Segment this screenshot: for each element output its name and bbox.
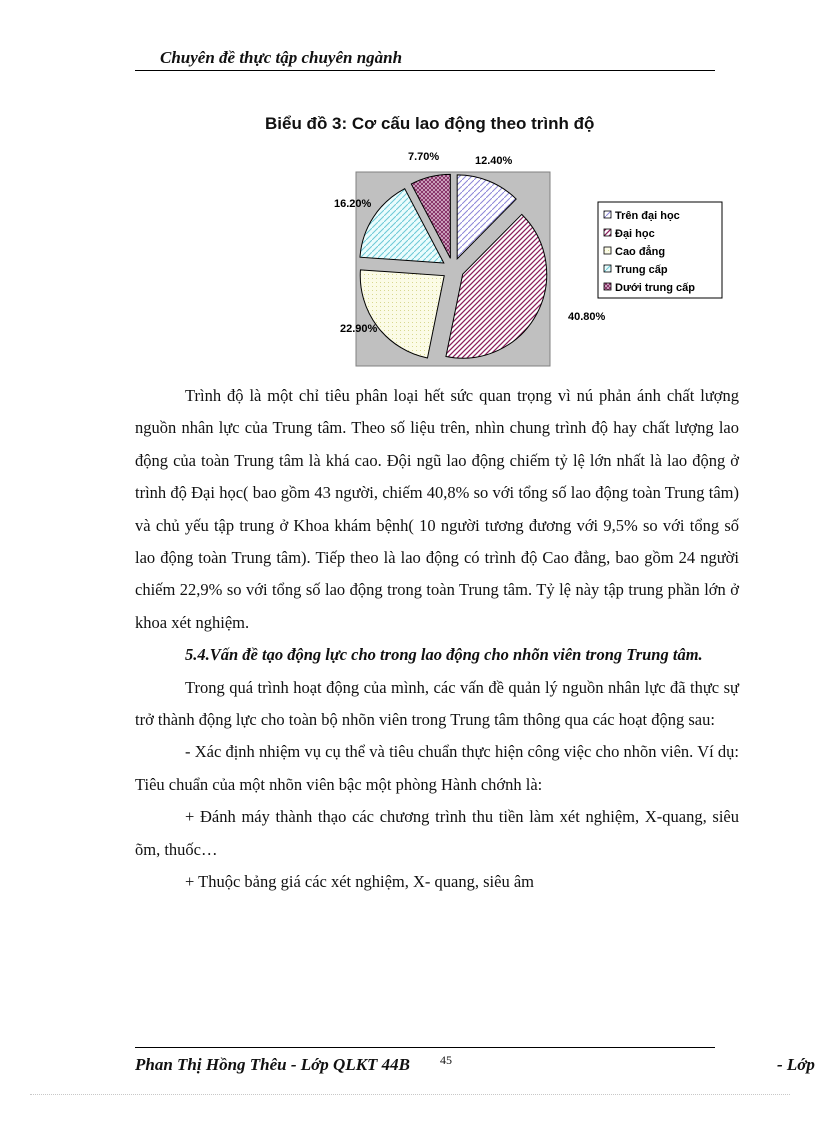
- legend-swatch-trung-cap: [604, 265, 611, 272]
- chart-legend: [598, 202, 722, 298]
- legend-label-cao-dang: Cao đẳng: [615, 246, 666, 258]
- paragraph-activities: Trong quá trình hoạt động của mình, các vấn đề quản lý nguồn nhân lực đã thực sự trở thành động lực cho toàn bộ nhõn viên trong Trung tâm thông qua các hoạt động sau:: [135, 677, 739, 730]
- legend-label-tren-dai-hoc: Trên đại học: [615, 210, 680, 222]
- legend-label-dai-hoc: Đại học: [615, 228, 655, 240]
- page-bottom-border: [30, 1094, 790, 1095]
- legend-swatch-cao-dang: [604, 247, 611, 254]
- body-text: [135, 380, 739, 899]
- legend-swatch-duoi-trung-cap: [604, 283, 611, 290]
- legend-label-duoi-trung-cap: Dưới trung cấp: [615, 282, 695, 294]
- data-label-dai-hoc: 40.80%: [568, 311, 606, 323]
- legend-label-trung-cap: Trung cấp: [615, 264, 668, 276]
- header-rule: [135, 70, 715, 71]
- paragraph-qualification: Trình độ là một chỉ tiêu phân loại hết sức quan trọng vì nú phản ánh chất lượng nguồn nhân lực của Trung tâm. Theo số liệu trên, nhìn chung trình độ hay chất lượng lao động của toàn Trung tâm là khá cao. Đội ngũ lao động chiếm tỷ lệ lớn nhất là lao động ở trình độ Đại học( bao gồm 43 người, chiếm 40,8% so với tổng số lao động toàn Trung tâm) và chủ yếu tập trung ở Khoa khám bệnh( 10 người tương đương với 9,5% so với tổng số lao động toàn Trung tâm). Tiếp theo là lao động có trình độ Cao đẳng, bao gồm 24 người chiếm 22,9% so với tổng số lao động trong toàn Trung tâm. Tỷ lệ này tập trung phần lớn ở khoa xét nghiệm.: [135, 386, 739, 632]
- section-heading: 5.4.Vấn đề tạo động lực cho trong lao động cho nhõn viên trong Trung tâm.: [185, 645, 703, 665]
- data-label-duoi-trung-cap: 7.70%: [408, 151, 440, 163]
- page-number: 45: [440, 1053, 452, 1067]
- footer-class: - Lớp: [777, 1055, 815, 1074]
- data-label-tren-dai-hoc: 12.40%: [475, 155, 513, 167]
- legend-swatch-dai-hoc: [604, 229, 611, 236]
- paragraph-price-list: + Thuộc bảng giá các xét nghiệm, X- quang, siêu âm: [185, 872, 534, 892]
- page-header: Chuyên đề thực tập chuyên ngành: [160, 48, 403, 67]
- data-label-trung-cap: 16.20%: [334, 198, 372, 210]
- chart-title: Biểu đồ 3: Cơ cấu lao động theo trình độ: [265, 114, 595, 133]
- pie-chart: [300, 150, 740, 370]
- data-label-cao-dang: 22.90%: [340, 323, 378, 335]
- legend-swatch-tren-dai-hoc: [604, 211, 611, 218]
- paragraph-typing: + Đánh máy thành thạo các chương trình thu tiền làm xét nghiệm, X-quang, siêu õm, thuốc…: [135, 807, 739, 859]
- footer-rule: [135, 1047, 715, 1048]
- paragraph-task-definition: - Xác định nhiệm vụ cụ thể và tiêu chuẩn thực hiện công việc cho nhõn viên. Ví dụ: Tiêu chuẩn của một nhõn viên bậc một phòng Hành chớnh là:: [135, 742, 739, 794]
- footer-author: Phan Thị Hồng Thêu - Lớp QLKT 44B: [135, 1055, 411, 1074]
